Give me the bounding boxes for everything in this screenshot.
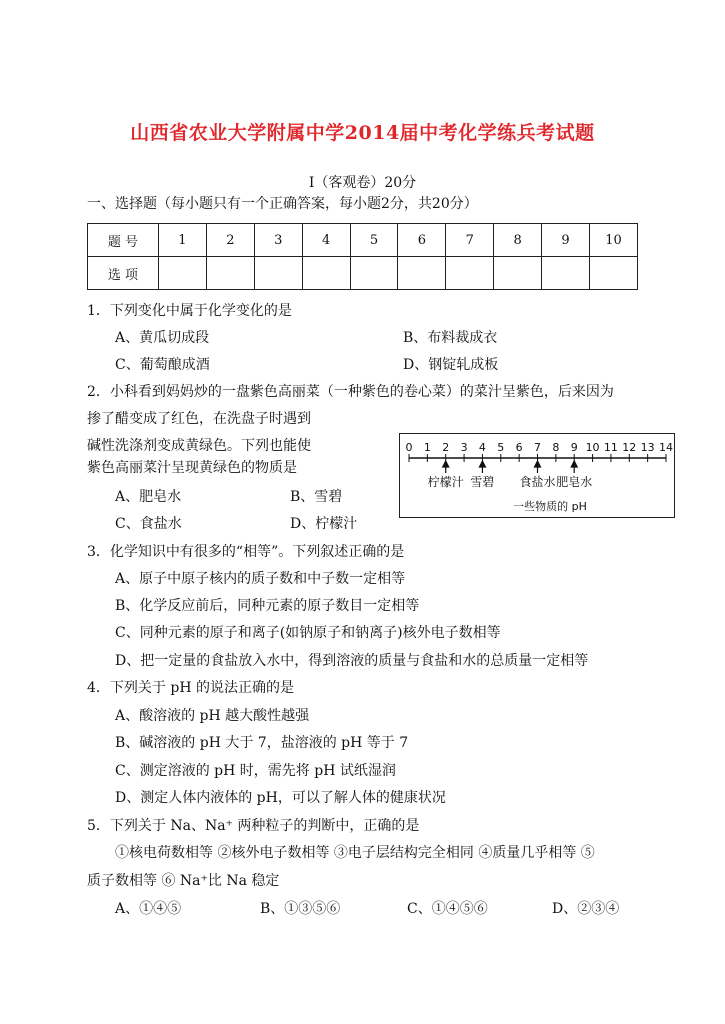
- question-number: 9: [542, 224, 590, 257]
- q2-stem-line4: 紫色高丽菜汁呈现黄绿色的物质是: [87, 460, 297, 476]
- ph-marker-arrow: [571, 461, 577, 473]
- ph-tick-label: 4: [478, 441, 486, 454]
- ph-tick-label: 14: [659, 441, 673, 454]
- q2-option-d: D、柠檬汁: [290, 516, 358, 532]
- q5-option-b: B、①③⑤⑥: [260, 901, 341, 917]
- ph-marker-label: 柠檬汁: [427, 475, 464, 489]
- answer-cell[interactable]: [542, 257, 590, 290]
- q1-option-b: B、布料裁成衣: [403, 330, 498, 346]
- ph-caption: 一些物质的 pH: [513, 500, 587, 513]
- q2-option-a: A、肥皂水: [115, 489, 182, 505]
- ph-tick-label: 12: [622, 441, 637, 454]
- ph-tick-label: 7: [534, 441, 541, 454]
- q5-statements-line2: 质子数相等 ⑥ Na⁺比 Na 稳定: [87, 873, 280, 889]
- question-number: 5: [350, 224, 398, 257]
- q2-stem-line2: 掺了醋变成了红色，在洗盘子时遇到: [87, 411, 311, 427]
- q2-stem-line3: 碱性洗涤剂变成黄绿色。下列也能使: [87, 438, 311, 454]
- question-number: 10: [590, 224, 638, 257]
- ph-tick-label: 3: [460, 441, 468, 454]
- ph-marker-label: 雪碧: [470, 475, 495, 489]
- q1-stem: 1．下列变化中属于化学变化的是: [87, 303, 292, 319]
- answer-cell[interactable]: [398, 257, 446, 290]
- answer-cell[interactable]: [302, 257, 350, 290]
- q5-option-d: D、②③④: [552, 901, 620, 917]
- question-number: 8: [494, 224, 542, 257]
- page-title: 山西省农业大学附属中学2014届中考化学练兵考试题: [130, 122, 595, 144]
- question-number: 4: [302, 224, 350, 257]
- section-heading: 一、选择题（每小题只有一个正确答案，每小题2分，共20分）: [87, 196, 478, 212]
- question-number: 2: [206, 224, 254, 257]
- question-number: 6: [398, 224, 446, 257]
- table-row: [88, 224, 638, 257]
- ph-tick-label: 11: [603, 441, 618, 454]
- q5-stem: 5．下列关于 Na、Na⁺ 两种粒子的判断中，正确的是: [87, 818, 420, 834]
- ph-tick-label: 0: [405, 441, 413, 454]
- question-number: 1: [159, 224, 207, 257]
- ph-scale-figure: [399, 433, 675, 518]
- answer-cell[interactable]: [159, 257, 207, 290]
- q2-stem-line1: 2．小科看到妈妈炒的一盘紫色高丽菜（一种紫色的卷心菜）的菜汁呈紫色，后来因为: [87, 384, 614, 400]
- q2-option-c: C、食盐水: [115, 516, 182, 532]
- ph-marker-label: 食盐水: [519, 475, 556, 489]
- row-label-answer: 选 项: [88, 257, 159, 290]
- row-label-number: 题 号: [88, 224, 159, 257]
- answer-cell[interactable]: [446, 257, 494, 290]
- q1-option-d: D、钢锭轧成板: [403, 357, 499, 373]
- question-number: 3: [254, 224, 302, 257]
- table-row: [88, 257, 638, 290]
- answer-cell[interactable]: [350, 257, 398, 290]
- answer-cell[interactable]: [494, 257, 542, 290]
- q5-statements-line1: ①核电荷数相等 ②核外电子数相等 ③电子层结构完全相同 ④质量几乎相等 ⑤: [115, 845, 595, 861]
- ph-tick-label: 9: [570, 441, 578, 454]
- q1-option-a: A、黄瓜切成段: [115, 330, 210, 346]
- q4-option-c: C、测定溶液的 pH 时，需先将 pH 试纸湿润: [115, 763, 396, 779]
- ph-tick-label: 1: [423, 441, 431, 454]
- answer-cell[interactable]: [590, 257, 638, 290]
- ph-tick-label: 10: [585, 441, 600, 454]
- q1-option-c: C、葡萄酿成酒: [115, 357, 210, 373]
- q5-option-c: C、①④⑤⑥: [407, 901, 488, 917]
- ph-marker-arrow: [479, 461, 485, 473]
- ph-tick-label: 13: [640, 441, 655, 454]
- ph-tick-label: 5: [497, 441, 505, 454]
- q3-option-d: D、把一定量的食盐放入水中，得到溶液的质量与食盐和水的总质量一定相等: [115, 653, 589, 669]
- q3-option-c: C、同种元素的原子和离子(如钠原子和钠离子)核外电子数相等: [115, 625, 501, 641]
- ph-scale-svg: [400, 434, 676, 519]
- q5-option-a: A、①④⑤: [115, 901, 182, 917]
- ph-tick-label: 2: [442, 441, 450, 454]
- answer-cell[interactable]: [206, 257, 254, 290]
- ph-tick-label: 8: [552, 441, 560, 454]
- q4-stem: 4．下列关于 pH 的说法正确的是: [87, 680, 294, 696]
- q2-option-b: B、雪碧: [290, 489, 343, 505]
- answer-table: [87, 223, 638, 290]
- q3-option-b: B、化学反应前后，同种元素的原子数目一定相等: [115, 598, 420, 614]
- ph-tick-label: 6: [515, 441, 523, 454]
- q3-option-a: A、原子中原子核内的质子数和中子数一定相等: [115, 571, 406, 587]
- ph-marker-label: 肥皂水: [556, 475, 593, 489]
- ph-marker-arrow: [443, 461, 449, 473]
- q4-option-b: B、碱溶液的 pH 大于 7，盐溶液的 pH 等于 7: [115, 735, 409, 751]
- ph-marker-arrow: [535, 461, 541, 473]
- section-subtitle: Ⅰ（客观卷）20分: [308, 175, 417, 191]
- question-number: 7: [446, 224, 494, 257]
- q3-stem: 3．化学知识中有很多的“相等”。下列叙述正确的是: [87, 544, 405, 560]
- answer-cell[interactable]: [254, 257, 302, 290]
- q4-option-d: D、测定人体内液体的 pH，可以了解人体的健康状况: [115, 790, 446, 806]
- q4-option-a: A、酸溶液的 pH 越大酸性越强: [115, 708, 310, 724]
